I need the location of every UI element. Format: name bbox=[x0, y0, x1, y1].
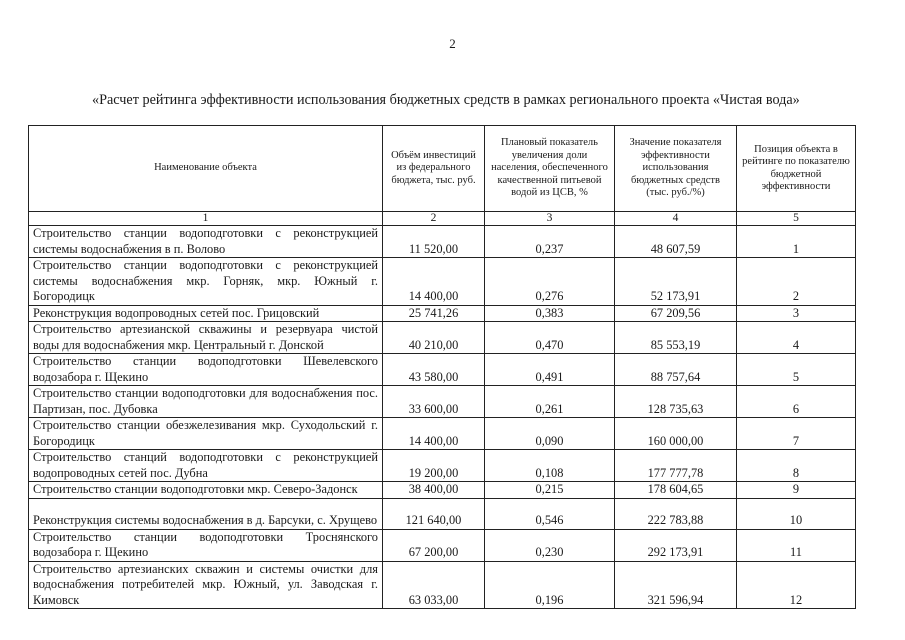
cell-efficiency-value: 178 604,65 bbox=[615, 482, 737, 499]
cell-object-name: Строительство станции водоподготовки с реконструкцией системы водоснабжения мкр. Горняк, мкр. Южный г. Богородицк bbox=[29, 258, 383, 306]
cell-rating-position: 8 bbox=[737, 450, 856, 482]
table-row bbox=[29, 305, 856, 322]
cell-efficiency-value: 85 553,19 bbox=[615, 322, 737, 354]
cell-planned-share: 0,108 bbox=[485, 450, 615, 482]
table-row bbox=[29, 258, 856, 306]
cell-planned-share: 0,230 bbox=[485, 529, 615, 561]
page-number: 2 bbox=[449, 36, 456, 51]
cell-rating-position: 11 bbox=[737, 529, 856, 561]
cell-object-name: Реконструкция водопроводных сетей пос. Грицовский bbox=[29, 305, 383, 322]
cell-efficiency-value: 48 607,59 bbox=[615, 226, 737, 258]
cell-investment: 43 580,00 bbox=[383, 354, 485, 386]
cell-object-name: Строительство станции водоподготовки для водоснабжения пос. Партизан, пос. Дубовка bbox=[29, 386, 383, 418]
cell-investment: 19 200,00 bbox=[383, 450, 485, 482]
cell-efficiency-value: 67 209,56 bbox=[615, 305, 737, 322]
cell-object-name: Строительство станции водоподготовки с реконструкцией системы водоснабжения в п. Волово bbox=[29, 226, 383, 258]
cell-planned-share: 0,491 bbox=[485, 354, 615, 386]
cell-efficiency-value: 292 173,91 bbox=[615, 529, 737, 561]
cell-object-name: Строительство станции обезжелезивания мкр. Суходольский г. Богородицк bbox=[29, 418, 383, 450]
header-object-name: Наименование объекта bbox=[29, 126, 383, 212]
table-row bbox=[29, 482, 856, 499]
cell-investment: 11 520,00 bbox=[383, 226, 485, 258]
table-row bbox=[29, 498, 856, 529]
cell-planned-share: 0,237 bbox=[485, 226, 615, 258]
cell-planned-share: 0,215 bbox=[485, 482, 615, 499]
cell-object-name: Строительство артезианской скважины и резервуара чистой воды для водоснабжения мкр. Центральный г. Донской bbox=[29, 322, 383, 354]
cell-efficiency-value: 88 757,64 bbox=[615, 354, 737, 386]
cell-efficiency-value: 177 777,78 bbox=[615, 450, 737, 482]
cell-planned-share: 0,546 bbox=[485, 498, 615, 529]
header-rating-position: Позиция объекта в рейтинге по показателю бюджетной эффективности bbox=[737, 126, 856, 212]
cell-investment: 67 200,00 bbox=[383, 529, 485, 561]
cell-rating-position: 5 bbox=[737, 354, 856, 386]
cell-investment: 63 033,00 bbox=[383, 561, 485, 609]
header-investment: Объём инвестиций из федерального бюджета, тыс. руб. bbox=[383, 126, 485, 212]
cell-rating-position: 10 bbox=[737, 498, 856, 529]
table-row bbox=[29, 386, 856, 418]
cell-efficiency-value: 128 735,63 bbox=[615, 386, 737, 418]
cell-planned-share: 0,276 bbox=[485, 258, 615, 306]
column-number: 5 bbox=[737, 212, 856, 226]
table-row bbox=[29, 418, 856, 450]
header-planned-share: Плановый показатель увеличения доли населения, обеспеченного качественной питьевой водой из ЦСВ, % bbox=[485, 126, 615, 212]
cell-planned-share: 0,470 bbox=[485, 322, 615, 354]
table-row bbox=[29, 354, 856, 386]
table-body bbox=[29, 226, 856, 609]
cell-planned-share: 0,383 bbox=[485, 305, 615, 322]
cell-rating-position: 12 bbox=[737, 561, 856, 609]
cell-investment: 14 400,00 bbox=[383, 258, 485, 306]
cell-object-name: Строительство станции водоподготовки мкр. Северо-Задонск bbox=[29, 482, 383, 499]
table-header-row bbox=[29, 126, 856, 212]
cell-investment: 14 400,00 bbox=[383, 418, 485, 450]
cell-investment: 25 741,26 bbox=[383, 305, 485, 322]
cell-investment: 38 400,00 bbox=[383, 482, 485, 499]
cell-planned-share: 0,196 bbox=[485, 561, 615, 609]
cell-rating-position: 4 bbox=[737, 322, 856, 354]
header-efficiency-value: Значение показателя эффективности использования бюджетных средств (тыс. руб./%) bbox=[615, 126, 737, 212]
column-number: 1 bbox=[29, 212, 383, 226]
cell-planned-share: 0,090 bbox=[485, 418, 615, 450]
cell-rating-position: 3 bbox=[737, 305, 856, 322]
cell-investment: 40 210,00 bbox=[383, 322, 485, 354]
cell-object-name: Строительство артезианских скважин и системы очистки для водоснабжения потребителей мкр. Южный, ул. Заводская г. Кимовск bbox=[29, 561, 383, 609]
cell-planned-share: 0,261 bbox=[485, 386, 615, 418]
cell-rating-position: 6 bbox=[737, 386, 856, 418]
cell-rating-position: 7 bbox=[737, 418, 856, 450]
cell-object-name: Строительство станций водоподготовки с реконструкцией водопроводных сетей пос. Дубна bbox=[29, 450, 383, 482]
document-title: «Расчет рейтинга эффективности использования бюджетных средств в рамках регионального проекта «Чистая вода» bbox=[92, 92, 800, 108]
cell-efficiency-value: 52 173,91 bbox=[615, 258, 737, 306]
cell-investment: 33 600,00 bbox=[383, 386, 485, 418]
cell-rating-position: 9 bbox=[737, 482, 856, 499]
cell-efficiency-value: 222 783,88 bbox=[615, 498, 737, 529]
cell-rating-position: 1 bbox=[737, 226, 856, 258]
cell-rating-position: 2 bbox=[737, 258, 856, 306]
cell-efficiency-value: 160 000,00 bbox=[615, 418, 737, 450]
column-number: 2 bbox=[383, 212, 485, 226]
cell-object-name: Строительство станции водоподготовки Троснянского водозабора г. Щекино bbox=[29, 529, 383, 561]
cell-efficiency-value: 321 596,94 bbox=[615, 561, 737, 609]
table-row bbox=[29, 322, 856, 354]
cell-investment: 121 640,00 bbox=[383, 498, 485, 529]
table-row bbox=[29, 529, 856, 561]
column-number-row bbox=[29, 212, 856, 226]
table-row bbox=[29, 226, 856, 258]
table-row bbox=[29, 561, 856, 609]
table-row bbox=[29, 450, 856, 482]
column-number: 3 bbox=[485, 212, 615, 226]
cell-object-name: Реконструкция системы водоснабжения в д. Барсуки, с. Хрущево bbox=[29, 498, 383, 529]
rating-table bbox=[28, 125, 856, 609]
cell-object-name: Строительство станции водоподготовки Шевелевского водозабора г. Щекино bbox=[29, 354, 383, 386]
column-number: 4 bbox=[615, 212, 737, 226]
